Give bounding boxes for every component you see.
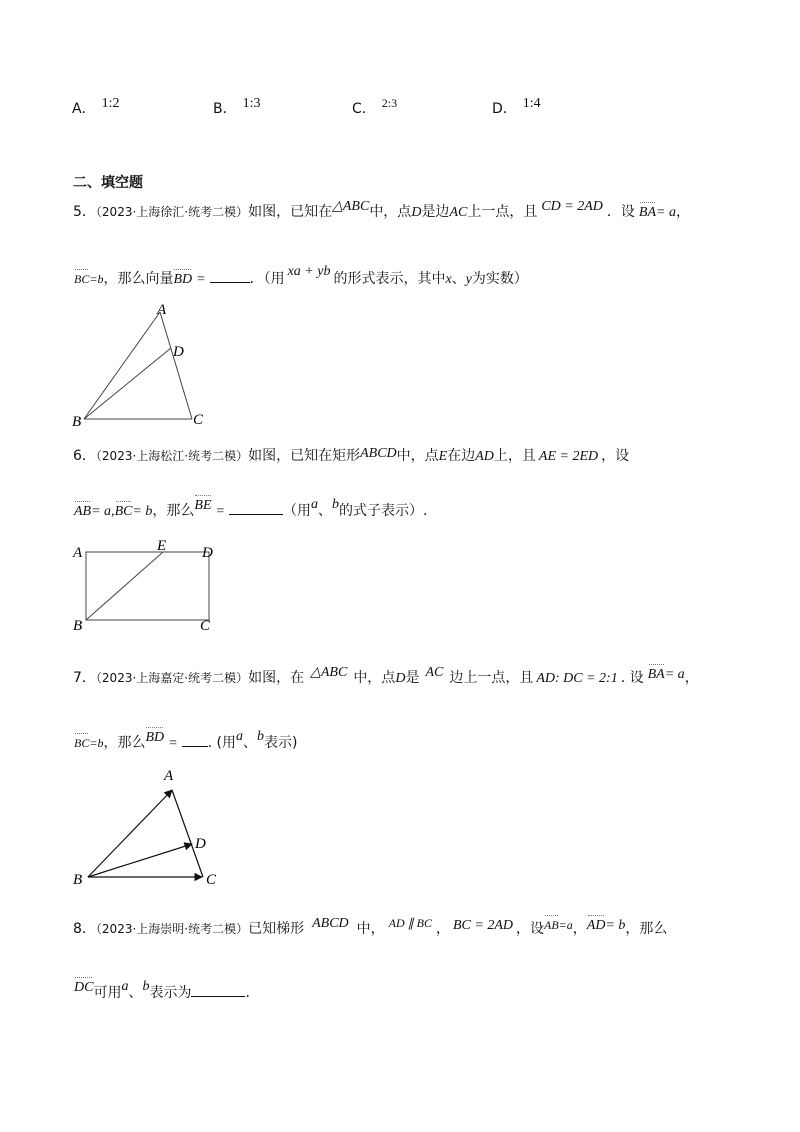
- q5-condition: CD = 2AD: [541, 199, 603, 214]
- q5-vector-bd: BD: [173, 272, 193, 287]
- q6-text: ，那么: [152, 503, 195, 519]
- choice-c: [352, 98, 397, 118]
- q5-line-ac: [160, 312, 192, 419]
- q6-label-b: B: [73, 618, 83, 634]
- q5-text: ，那么向量: [103, 271, 174, 287]
- q7-segment-ac: AC: [425, 665, 444, 680]
- q8-text: 已知梯形: [248, 921, 305, 937]
- q7-figure: [68, 764, 228, 894]
- q7-text: ，那么: [103, 735, 146, 751]
- q7-point-d: D: [395, 671, 406, 686]
- q7-text: . 设: [620, 670, 644, 686]
- q6-source: （2023·上海松江·统考二模）: [95, 449, 249, 463]
- q7-label-b: B: [73, 872, 83, 888]
- q8-comma: ，: [436, 921, 450, 937]
- q7-text: 中，点: [353, 670, 396, 686]
- q5-point-d: D: [411, 205, 422, 220]
- q8-text: 表示为: [149, 985, 192, 1001]
- q5-text: 上一点，且: [467, 204, 538, 220]
- q5-text: 是边: [421, 204, 450, 220]
- q7-label-d: D: [195, 836, 206, 852]
- q5-label-d: D: [173, 344, 184, 360]
- q5-form: xa + yb: [287, 264, 331, 279]
- q8-vector-ad: AD: [586, 918, 606, 933]
- q7-line2: [74, 729, 298, 752]
- choice-d-value: 1:4: [522, 96, 541, 111]
- q7-sep: 、: [242, 735, 257, 751]
- q8-comma: ，: [572, 921, 587, 937]
- q5-vector-bc: BC: [74, 272, 90, 286]
- choice-b-letter: B．: [213, 101, 237, 117]
- q7-number: 7．: [73, 670, 96, 686]
- q5-line1: [73, 201, 690, 221]
- q7-var-b: b: [256, 729, 264, 744]
- q8-line2: [74, 979, 250, 1002]
- q8-text: 可用: [93, 985, 122, 1001]
- q8-parallel: AD ∥ BC: [388, 916, 432, 930]
- q7-condition: AD: DC = 2:1: [536, 671, 618, 686]
- q7-eq-a: = a: [664, 667, 685, 682]
- q7-eq-b: =b: [89, 736, 104, 750]
- choice-d: [492, 98, 541, 118]
- q7-text: . (用: [207, 735, 236, 751]
- choice-c-value: 2:3: [381, 96, 398, 110]
- q6-text: 上，且: [493, 448, 536, 464]
- q5-label-b: B: [72, 414, 82, 430]
- q8-var-b: b: [142, 979, 150, 994]
- q5-answer-blank[interactable]: [210, 268, 250, 283]
- q7-vector-bd: BD: [145, 730, 165, 745]
- q6-text: ，设: [601, 448, 630, 464]
- q7-source: （2023·上海嘉定·统考二模）: [95, 671, 249, 685]
- q6-answer-blank[interactable]: [229, 500, 283, 515]
- q7-text: 如图，在: [248, 670, 305, 686]
- q8-line1: [73, 918, 667, 938]
- q8-eq-b: = b: [605, 918, 626, 933]
- q6-line2: [74, 497, 428, 520]
- q7-text: 是: [405, 670, 420, 686]
- q6-vector-bc: BC: [114, 504, 133, 519]
- q5-text: 如图，已知在: [248, 204, 333, 220]
- choice-c-letter: C．: [352, 101, 376, 117]
- q8-number: 8．: [73, 921, 96, 937]
- q7-vector-ba: BA: [647, 667, 665, 682]
- q5-vector-ba: BA: [638, 205, 656, 220]
- q6-label-d: D: [202, 545, 213, 561]
- q8-var-a: a: [121, 979, 129, 994]
- q7-text: 表示): [263, 735, 298, 751]
- q7-comma: ，: [684, 670, 699, 686]
- q5-segment-ac: AC: [449, 205, 468, 220]
- q5-sep: 、: [451, 271, 466, 287]
- q7-line1: [73, 667, 699, 687]
- q7-var-a: a: [235, 729, 243, 744]
- q6-sep: 、: [317, 503, 332, 519]
- q6-label-a: A: [73, 545, 83, 561]
- q6-text: 中，点: [396, 448, 439, 464]
- section-title: 二、填空题: [73, 175, 143, 191]
- q5-source: （2023·上海徐汇·统考二模）: [95, 205, 249, 219]
- q6-text: 在边: [447, 448, 476, 464]
- q6-eq-ab: = a,: [91, 504, 115, 519]
- q5-var-y: y: [465, 272, 472, 287]
- q5-text: ．（用: [249, 271, 285, 287]
- q8-source: （2023·上海崇明·统考二模）: [95, 922, 249, 936]
- q7-triangle: △ABC: [310, 665, 348, 680]
- q6-condition: AE = 2ED: [538, 449, 599, 464]
- q6-segment-ad: AD: [475, 449, 494, 464]
- choice-a-value: 1:2: [101, 96, 120, 111]
- q8-eq-a: =a: [558, 918, 573, 932]
- q6-line-be: [86, 552, 163, 620]
- q6-number: 6．: [73, 448, 96, 464]
- q5-comma: ，: [675, 204, 690, 220]
- q7-eq: =: [168, 736, 178, 751]
- q5-text: 为实数）: [471, 271, 528, 287]
- choice-a: [72, 98, 119, 118]
- q6-eq-b: = b: [132, 504, 153, 519]
- q8-sep: 、: [128, 985, 143, 1001]
- q6-label-e: E: [157, 538, 167, 554]
- q6-var-a: a: [310, 497, 318, 512]
- q6-point-e: E: [438, 449, 448, 464]
- q8-answer-blank[interactable]: [191, 982, 245, 997]
- q5-line2: [74, 264, 528, 288]
- q8-trapezoid: ABCD: [312, 916, 349, 931]
- q6-vector-be: BE: [194, 498, 212, 513]
- q7-vector-bc: BC: [74, 736, 90, 750]
- q7-answer-blank[interactable]: [182, 732, 208, 747]
- q6-text: 的式子表示）.: [338, 503, 428, 519]
- q8-end: .: [245, 985, 250, 1001]
- q7-text: 边上一点，且: [449, 670, 534, 686]
- q6-figure: [70, 538, 230, 638]
- q6-rect: ABCD: [360, 446, 397, 461]
- q6-text: （用: [282, 503, 311, 519]
- choice-d-letter: D．: [492, 101, 517, 117]
- q8-condition: BC = 2AD: [453, 918, 513, 933]
- q8-text: ，那么: [625, 921, 668, 937]
- q7-label-c: C: [206, 872, 217, 888]
- q5-label-a: A: [157, 302, 167, 318]
- q6-line1: [73, 445, 629, 465]
- q5-text: 的形式表示，其中: [333, 271, 446, 287]
- q5-var-x: x: [445, 272, 452, 287]
- q5-label-c: C: [193, 412, 204, 428]
- choice-b-value: 1:3: [242, 96, 261, 111]
- q6-text: 如图，已知在矩形: [248, 448, 361, 464]
- q6-label-c: C: [200, 618, 211, 634]
- q5-figure: [70, 300, 220, 430]
- q5-number: 5．: [73, 204, 96, 220]
- q5-eq-a: = a: [656, 205, 676, 220]
- q5-triangle: △ABC: [332, 199, 370, 214]
- q5-text: 中，点: [369, 204, 412, 220]
- q7-label-a: A: [164, 768, 174, 784]
- q7-line-ac: [172, 790, 203, 877]
- q5-eq: =: [196, 272, 206, 287]
- q8-vector-dc: DC: [74, 980, 94, 995]
- q5-line-bd: [84, 348, 171, 419]
- q6-eq: =: [215, 504, 225, 519]
- q6-var-b: b: [331, 497, 339, 512]
- q5-eq-b: =b: [89, 272, 104, 286]
- q6-rectangle: [86, 552, 209, 620]
- q8-text: ，设: [516, 921, 544, 937]
- q6-vector-ab: AB: [74, 504, 92, 519]
- q5-text: ．设: [606, 204, 635, 220]
- q8-vector-ab: AB: [544, 918, 559, 932]
- choice-a-letter: A．: [72, 101, 96, 117]
- q5-line-ab: [84, 312, 160, 419]
- q8-text: 中，: [356, 921, 385, 937]
- choice-b: [213, 98, 261, 118]
